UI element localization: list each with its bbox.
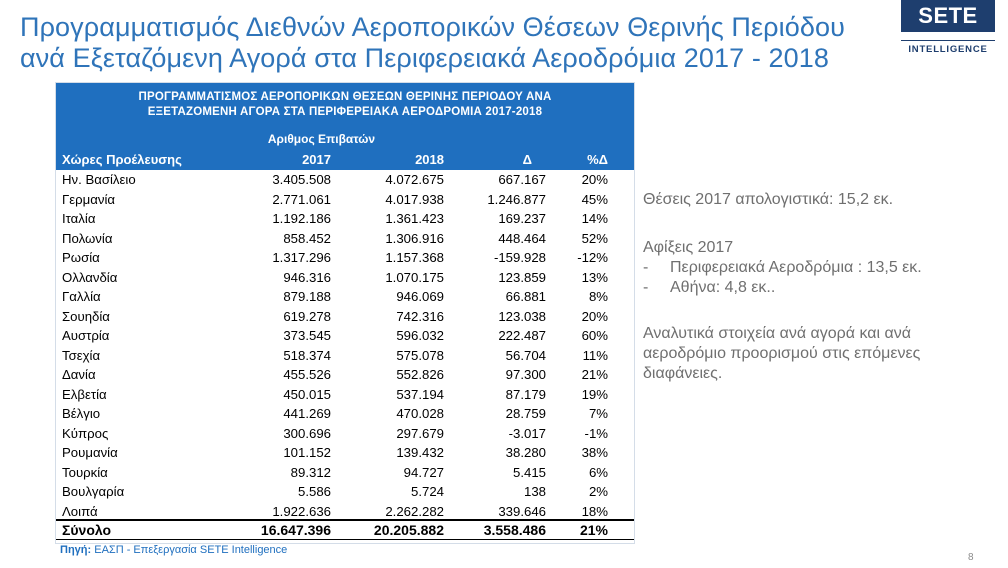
- table-title-line-2: ΕΞΕΤΑΖΟΜΕΝΗ ΑΓΟΡΑ ΣΤΑ ΠΕΡΙΦΕΡΕΙΑΚΑ ΑΕΡΟΔΡΟΜΙΑ 2017-2018: [147, 106, 543, 118]
- cell-pct-delta: 11%: [582, 347, 608, 363]
- total-bottom-border: [56, 539, 634, 540]
- cell-value-2018: 1.306.916: [385, 230, 444, 246]
- cell-pct-delta: -12%: [577, 250, 608, 265]
- cell-country: Λοιπά: [62, 503, 98, 519]
- slide-title: [20, 12, 900, 74]
- table-row: [56, 170, 634, 190]
- cell-value-2017: 441.269: [283, 406, 331, 421]
- cell-delta: 38.280: [505, 445, 546, 460]
- logo-name: SETE: [901, 0, 995, 32]
- table-row: [56, 287, 634, 307]
- cell-value-2017: 373.545: [283, 328, 331, 343]
- cell-value-2018: 537.194: [396, 386, 444, 402]
- bullet-dash: -: [643, 279, 649, 296]
- cell-pct-delta: 52%: [581, 230, 608, 246]
- cell-country: Ολλανδία: [62, 269, 118, 285]
- cell-country: Τσεχία: [62, 347, 101, 363]
- table-row: [56, 209, 634, 229]
- cell-value-2018: 1.157.368: [385, 250, 444, 265]
- cell-pct-delta: -1%: [584, 425, 608, 441]
- cell-value-2018: 470.028: [396, 406, 444, 421]
- cell-country: Βουλγαρία: [62, 484, 125, 499]
- cell-value-2017: 1.317.296: [272, 250, 331, 265]
- cell-value-2017: 518.374: [283, 347, 331, 363]
- cell-country: Γερμανία: [62, 191, 116, 207]
- cell-delta: -159.928: [493, 250, 546, 265]
- cell-value-2017: 879.188: [283, 289, 331, 304]
- cell-pct-delta: 21%: [581, 367, 608, 382]
- arrivals-bullet-regional-text: Περιφερειακά Αεροδρόμια : 13,5 εκ.: [670, 259, 922, 276]
- cell-value-2018: 139.432: [396, 445, 444, 460]
- cell-delta: 66.881: [505, 289, 546, 304]
- table-row: [56, 326, 634, 346]
- cell-value-2017: 455.526: [283, 367, 331, 382]
- cell-country: Δανία: [62, 367, 96, 382]
- table-body: [56, 170, 634, 521]
- cell-delta: 339.646: [498, 503, 546, 519]
- cell-country: Κύπρος: [62, 425, 109, 441]
- cell-country: Βέλγιο: [62, 406, 101, 421]
- cell-pct-delta: 19%: [581, 386, 608, 402]
- cell-value-2018: 1.070.175: [385, 269, 444, 285]
- cell-value-2017: 858.452: [283, 230, 331, 246]
- source-note: [60, 544, 287, 556]
- cell-delta: 87.179: [505, 386, 546, 402]
- cell-value-2017: 5.586: [297, 484, 331, 499]
- table-header: [56, 83, 634, 170]
- detail-note: Αναλυτικά στοιχεία ανά αγορά και ανά αεροδρόμιο προορισμού στις επόμενες διαφάνειες.: [643, 325, 921, 382]
- cell-pct-delta: 7%: [588, 406, 608, 421]
- cell-value-2018: 4.017.938: [385, 191, 444, 207]
- cell-value-2017: 2.771.061: [272, 191, 331, 207]
- cell-country: Ελβετία: [62, 386, 107, 402]
- cell-country: Τουρκία: [62, 464, 108, 480]
- cell-delta: 169.237: [498, 211, 546, 226]
- cell-value-2018: 2.262.282: [385, 503, 444, 519]
- total-pct-delta: 21%: [579, 522, 608, 538]
- logo-divider: [901, 40, 995, 41]
- seats-2017-note: Θέσεις 2017 απολογιστικά: 15,2 εκ.: [643, 191, 894, 208]
- table-row: [56, 307, 634, 327]
- cell-pct-delta: 18%: [581, 503, 608, 519]
- cell-value-2018: 946.069: [396, 289, 444, 304]
- cell-value-2018: 552.826: [396, 367, 444, 382]
- cell-country: Ρωσία: [62, 250, 100, 265]
- table-row: [56, 248, 634, 268]
- table-row: [56, 463, 634, 483]
- column-header-2017: 2017: [302, 152, 331, 167]
- total-2018: 20.205.882: [373, 522, 444, 538]
- table-row: [56, 385, 634, 405]
- slide-title-line-1: Προγραμματισμός Διεθνών Αεροπορικών Θέσεων Θερινής Περιόδου: [20, 12, 845, 42]
- cell-pct-delta: 6%: [588, 464, 608, 480]
- source-label: Πηγή:: [60, 544, 92, 556]
- passengers-group-header: Αριθμος Επιβατών: [267, 132, 376, 146]
- cell-value-2017: 946.316: [283, 269, 331, 285]
- column-header-row: [56, 151, 634, 169]
- table-title: [56, 90, 634, 120]
- cell-pct-delta: 20%: [581, 308, 608, 324]
- table-row: [56, 404, 634, 424]
- table-row: [56, 482, 634, 502]
- total-2017: 16.647.396: [260, 522, 331, 538]
- slide-title-line-2: ανά Εξεταζόμενη Αγορά στα Περιφερειακά Αεροδρόμια 2017 - 2018: [20, 43, 829, 73]
- cell-pct-delta: 2%: [588, 484, 608, 499]
- cell-pct-delta: 8%: [588, 289, 608, 304]
- cell-delta: -3.017: [508, 425, 546, 441]
- table-row: [56, 443, 634, 463]
- cell-delta: 222.487: [498, 328, 546, 343]
- cell-pct-delta: 38%: [581, 445, 608, 460]
- cell-country: Σουηδία: [62, 308, 110, 324]
- cell-country: Ιταλία: [62, 211, 96, 226]
- cell-delta: 1.246.877: [487, 191, 546, 207]
- cell-pct-delta: 20%: [581, 172, 608, 187]
- total-label: Σύνολο: [62, 522, 112, 538]
- page-number: 8: [968, 552, 974, 563]
- column-header-country: Χώρες Προέλευσης: [62, 152, 182, 167]
- cell-value-2017: 89.312: [290, 464, 331, 480]
- cell-value-2017: 1.192.186: [272, 211, 331, 226]
- cell-delta: 28.759: [505, 406, 546, 421]
- cell-value-2018: 4.072.675: [385, 172, 444, 187]
- source-text: ΕΑΣΠ - Επεξεργασία SETE Intelligence: [94, 544, 288, 556]
- cell-value-2017: 101.152: [283, 445, 331, 460]
- table-title-line-1: ΠΡΟΓΡΑΜΜΑΤΙΣΜΟΣ ΑΕΡΟΠΟΡΙΚΩΝ ΘΕΣΕΩΝ ΘΕΡΙΝΗΣ ΠΕΡΙΟΔΟΥ ΑΝΑ: [138, 91, 552, 103]
- cell-value-2018: 742.316: [396, 308, 444, 324]
- table-row: [56, 229, 634, 249]
- cell-delta: 667.167: [498, 172, 546, 187]
- seats-table: [55, 82, 635, 544]
- arrivals-bullet-regional: [643, 258, 1003, 278]
- cell-value-2017: 300.696: [283, 425, 331, 441]
- cell-delta: 138: [523, 484, 546, 499]
- column-header-pct-delta: %Δ: [587, 152, 608, 167]
- table-row: [56, 424, 634, 444]
- cell-pct-delta: 13%: [581, 269, 608, 285]
- cell-value-2018: 575.078: [396, 347, 444, 363]
- cell-value-2017: 1.922.636: [272, 503, 331, 519]
- cell-delta: 56.704: [505, 347, 546, 363]
- cell-value-2017: 3.405.508: [272, 172, 331, 187]
- table-row: [56, 268, 634, 288]
- cell-value-2018: 297.679: [396, 425, 444, 441]
- sete-intelligence-logo: [898, 0, 998, 62]
- table-row: [56, 190, 634, 210]
- cell-pct-delta: 14%: [581, 211, 608, 226]
- table-row: [56, 365, 634, 385]
- cell-value-2018: 5.724: [410, 484, 444, 499]
- total-delta: 3.558.486: [483, 522, 546, 538]
- cell-pct-delta: 45%: [581, 191, 608, 207]
- column-header-2018: 2018: [415, 152, 444, 167]
- cell-country: Αυστρία: [62, 328, 110, 343]
- cell-country: Γαλλία: [62, 289, 101, 304]
- cell-value-2018: 596.032: [396, 328, 444, 343]
- cell-delta: 5.415: [512, 464, 546, 480]
- total-row: [56, 521, 634, 539]
- cell-value-2018: 94.727: [403, 464, 444, 480]
- cell-value-2017: 450.015: [283, 386, 331, 402]
- notes-panel: [643, 190, 1003, 384]
- cell-country: Ρουμανία: [62, 445, 118, 460]
- arrivals-heading: Αφίξεις 2017: [643, 239, 734, 256]
- cell-delta: 448.464: [498, 230, 546, 246]
- arrivals-bullet-athens: [643, 278, 1003, 298]
- cell-delta: 97.300: [505, 367, 546, 382]
- cell-country: Ην. Βασίλειο: [62, 172, 136, 187]
- cell-delta: 123.038: [498, 308, 546, 324]
- cell-value-2017: 619.278: [283, 308, 331, 324]
- arrivals-bullet-athens-text: Αθήνα: 4,8 εκ..: [670, 279, 776, 296]
- cell-country: Πολωνία: [62, 230, 113, 246]
- logo-subtitle: INTELLIGENCE: [908, 44, 988, 55]
- table-row: [56, 346, 634, 366]
- cell-value-2018: 1.361.423: [385, 211, 444, 226]
- bullet-dash: -: [643, 259, 649, 276]
- cell-pct-delta: 60%: [581, 328, 608, 343]
- column-header-delta: Δ: [522, 152, 532, 167]
- cell-delta: 123.859: [498, 269, 546, 285]
